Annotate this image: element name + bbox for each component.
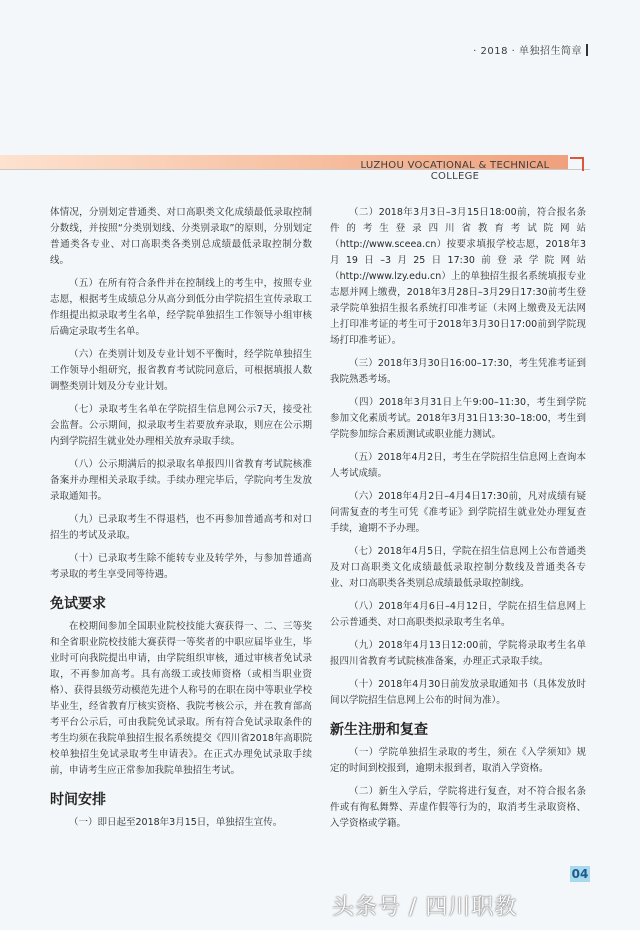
running-head-bar (586, 44, 588, 56)
paragraph: （七）录取考生名单在学院招生信息网公示7天，接受社会监督。公示期间，拟录取考生若要放弃录取，则应在公示期内到学院招生就业处办理相关放弃录取手续。 (50, 404, 312, 447)
schedule-item: （七）2018年4月5日，学院在招生信息网上公布普通类及对口高职类文化成绩最低录取控制分数线及普通类各专业、对口高职类各类别总成绩最低录取控制线。 (330, 546, 586, 589)
schedule-item: （二）2018年3月3日–3月15日18:00前，符合报名条件的考生登录四川省教育考试院网站（http://www.sceea.cn）按要求填报学校志愿，2018年3月19日–3月25日17:30前登录学院网站（http://www.lzy.edu.cn）上的单独招生报名系统填报专业志愿并网上缴费，2018年3月28日–3月29日17:30前考生登录学院单独招生报名系统打印准考证（未网上缴费及无法网上打印准考证的考生可于2018年3月30日17:00前到学院现场打印准考证）。 (330, 207, 586, 346)
schedule-item: （十）2018年4月30日前发放录取通知书（具体发放时间以学院招生信息网上公布的时间为准）。 (330, 679, 586, 706)
registration-item: （一）学院单独招生录取的考生，须在《入学须知》规定的时间到校报到，逾期未报到者，取消入学资格。 (330, 747, 586, 774)
section-heading-schedule: 时间安排 (50, 792, 106, 808)
section-heading-registration: 新生注册和复查 (330, 722, 428, 738)
paragraph: （十）已录取考生除不能转专业及转学外，与参加普通高考录取的考生享受同等待遇。 (50, 553, 312, 580)
schedule-item: （四）2018年3月31日上午9:00–11:30，考生到学院参加文化素质考试。2018年3月31日13:30–18:00，考生到学院参加综合素质测试或职业能力测试。 (330, 397, 586, 440)
schedule-item: （八）2018年4月6日–4月12日，学院在招生信息网上公示普通类、对口高职类拟录取考生名单。 (330, 601, 586, 628)
section-heading-exemption: 免试要求 (50, 596, 106, 612)
paragraph: （八）公示期满后的拟录取名单报四川省教育考试院核准备案并办理相关录取手续。手续办理完毕后，学院向考生发放录取通知书。 (50, 459, 312, 502)
paragraph: 体情况，分别划定普通类、对口高职类文化成绩最低录取控制分数线，并按照“分类别划线、分类别录取”的原则，分别划定普通类各专业、对口高职类各类别总成绩最低录取控制分数线。 (50, 207, 312, 266)
schedule-item: （六）2018年4月2日–4月4日17:30前，凡对成绩有疑问需复查的考生可凭《准考证》到学院招生就业处办理复查手续，逾期不予办理。 (330, 491, 586, 534)
schedule-item: （三）2018年3月30日16:00–17:30，考生凭准考证到我院熟悉考场。 (330, 358, 586, 385)
schedule-item: （九）2018年4月13日12:00前，学院将录取考生名单报四川省教育考试院核准备案，办理正式录取手续。 (330, 640, 586, 667)
schedule-item: （一）即日起至2018年3月15日，单独招生宣传。 (69, 817, 283, 828)
page-number: 04 (571, 867, 589, 881)
paragraph: （六）在类别计划及专业计划不平衡时，经学院单独招生工作领导小组研究，报省教育考试院同意后，可根据填报人数调整类别计划及分专业计划。 (50, 349, 312, 392)
corner-bracket-icon (570, 157, 584, 171)
paragraph: 在校期间参加全国职业院校技能大赛获得一、二、三等奖和全省职业院校技能大赛获得一等奖者的中职应届毕业生，毕业时可向我院提出申请，由学院组织审核，通过审核者免试录取，不再参加高考。具有高级工或技师资格（或相当职业资格）、获得县级劳动模范先进个人称号的在职在岗中等职业学校毕业生，经省教育厅核实资格、我院考核公示，并在教育部高考平台公示后，可由我院免试录取。所有符合免试录取条件的考生均须在我院单独招生报名系统提交《四川省2018年高职院校单独招生免试录取考生申请表》。在正式办理免试录取手续前，申请考生应正常参加我院单独招生考试。 (50, 621, 312, 776)
schedule-item: （五）2018年4月2日，考生在学院招生信息网上查询本人考试成绩。 (330, 452, 586, 479)
paragraph: （九）已录取考生不得退档，也不再参加普通高考和对口招生的考试及录取。 (50, 514, 312, 541)
registration-item: （二）新生入学后，学院将进行复查，对不符合报名条件或有徇私舞弊、弄虚作假等行为的，取消考生录取资格、入学资格或学籍。 (330, 786, 586, 829)
paragraph: （五）在所有符合条件并在控制线上的考生中，按照专业志愿，根据考生成绩总分从高分到低分由学院招生宣传录取工作组提出拟录取考生名单，经学院单独招生工作领导小组审核后确定录取考生名单。 (50, 278, 312, 337)
running-head (473, 42, 588, 57)
running-head-text: · 2018 · 单独招生简章 (473, 46, 582, 57)
right-column (330, 205, 586, 839)
college-name: LUZHOU VOCATIONAL & TECHNICAL COLLEGE (360, 160, 550, 182)
left-column (50, 205, 312, 838)
watermark-text: 头条号 / 四川职教 (332, 895, 518, 920)
top-margin (0, 0, 640, 78)
